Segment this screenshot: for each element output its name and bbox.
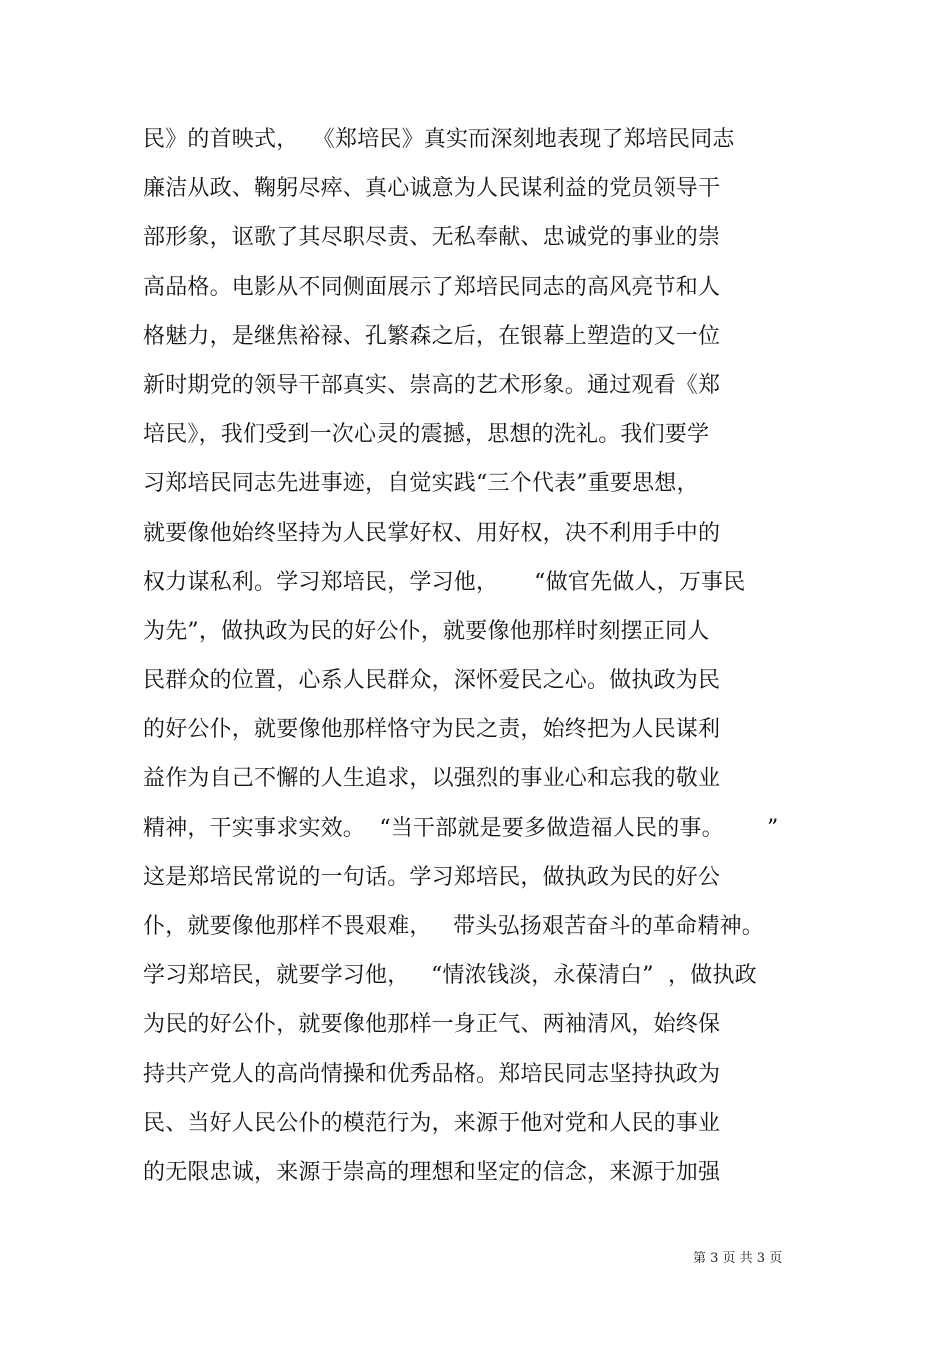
text-line: 持共产党人的高尚情操和优秀品格。郑培民同志坚持执政为 bbox=[143, 1061, 721, 1087]
text-line: 为先”，做执政为民的好公仆，就要像他那样时刻摆正同人 bbox=[143, 618, 710, 644]
text-line: 就要像他始终坚持为人民掌好权、用好权，决不利用手中的 bbox=[143, 520, 721, 546]
text-line: 的无限忠诚，来源于崇高的理想和坚定的信念，来源于加强 bbox=[143, 1159, 721, 1185]
text-line: 精神，干实事求实效。 “当干部就是要多做造福人民的事。 ” bbox=[143, 815, 779, 841]
text-line: 为民的好公仆，就要像他那样一身正气、两袖清风，始终保 bbox=[143, 1012, 721, 1038]
page-number-footer: 第 3 页 共 3 页 bbox=[693, 1251, 783, 1266]
text-line: 仆，就要像他那样不畏艰难， 带头弘扬艰苦奋斗的革命精神。 bbox=[143, 914, 764, 939]
text-line: 民、当好人民公仆的模范行为，来源于他对党和人民的事业 bbox=[143, 1110, 721, 1136]
text-line: 学习郑培民，就要学习他， “情浓钱淡，永葆清白” ，做执政 bbox=[143, 963, 757, 989]
text-line: 权力谋私利。学习郑培民，学习他， “做官先做人，万事民 bbox=[143, 569, 746, 595]
body-text bbox=[143, 122, 823, 1204]
text-line: 的好公仆，就要像他那样恪守为民之责，始终把为人民谋利 bbox=[143, 717, 721, 743]
text-line: 高品格。电影从不同侧面展示了郑培民同志的高风亮节和人 bbox=[143, 274, 721, 300]
text-line: 习郑培民同志先进事迹，自觉实践“三个代表”重要思想， bbox=[143, 471, 699, 497]
text-line: 格魅力，是继焦裕禄、孔繁森之后，在银幕上塑造的又一位 bbox=[143, 323, 721, 349]
text-line: 这是郑培民常说的一句话。学习郑培民，做执政为民的好公 bbox=[143, 864, 721, 890]
text-line: 部形象，讴歌了其尽职尽责、无私奉献、忠诚党的事业的崇 bbox=[143, 225, 721, 251]
text-line: 廉洁从政、鞠躬尽瘁、真心诚意为人民谋利益的党员领导干 bbox=[143, 176, 721, 202]
text-line: 民》的首映式， 《郑培民》真实而深刻地表现了郑培民同志 bbox=[143, 127, 735, 152]
text-line: 培民》，我们受到一次心灵的震撼，思想的洗礼。我们要学 bbox=[143, 422, 710, 448]
text-line: 民群众的位置，心系人民群众，深怀爱民之心。做执政为民 bbox=[143, 668, 721, 694]
text-line: 新时期党的领导干部真实、崇高的艺术形象。通过观看《郑 bbox=[143, 372, 721, 398]
text-line: 益作为自己不懈的人生追求，以强烈的事业心和忘我的敬业 bbox=[143, 766, 721, 792]
